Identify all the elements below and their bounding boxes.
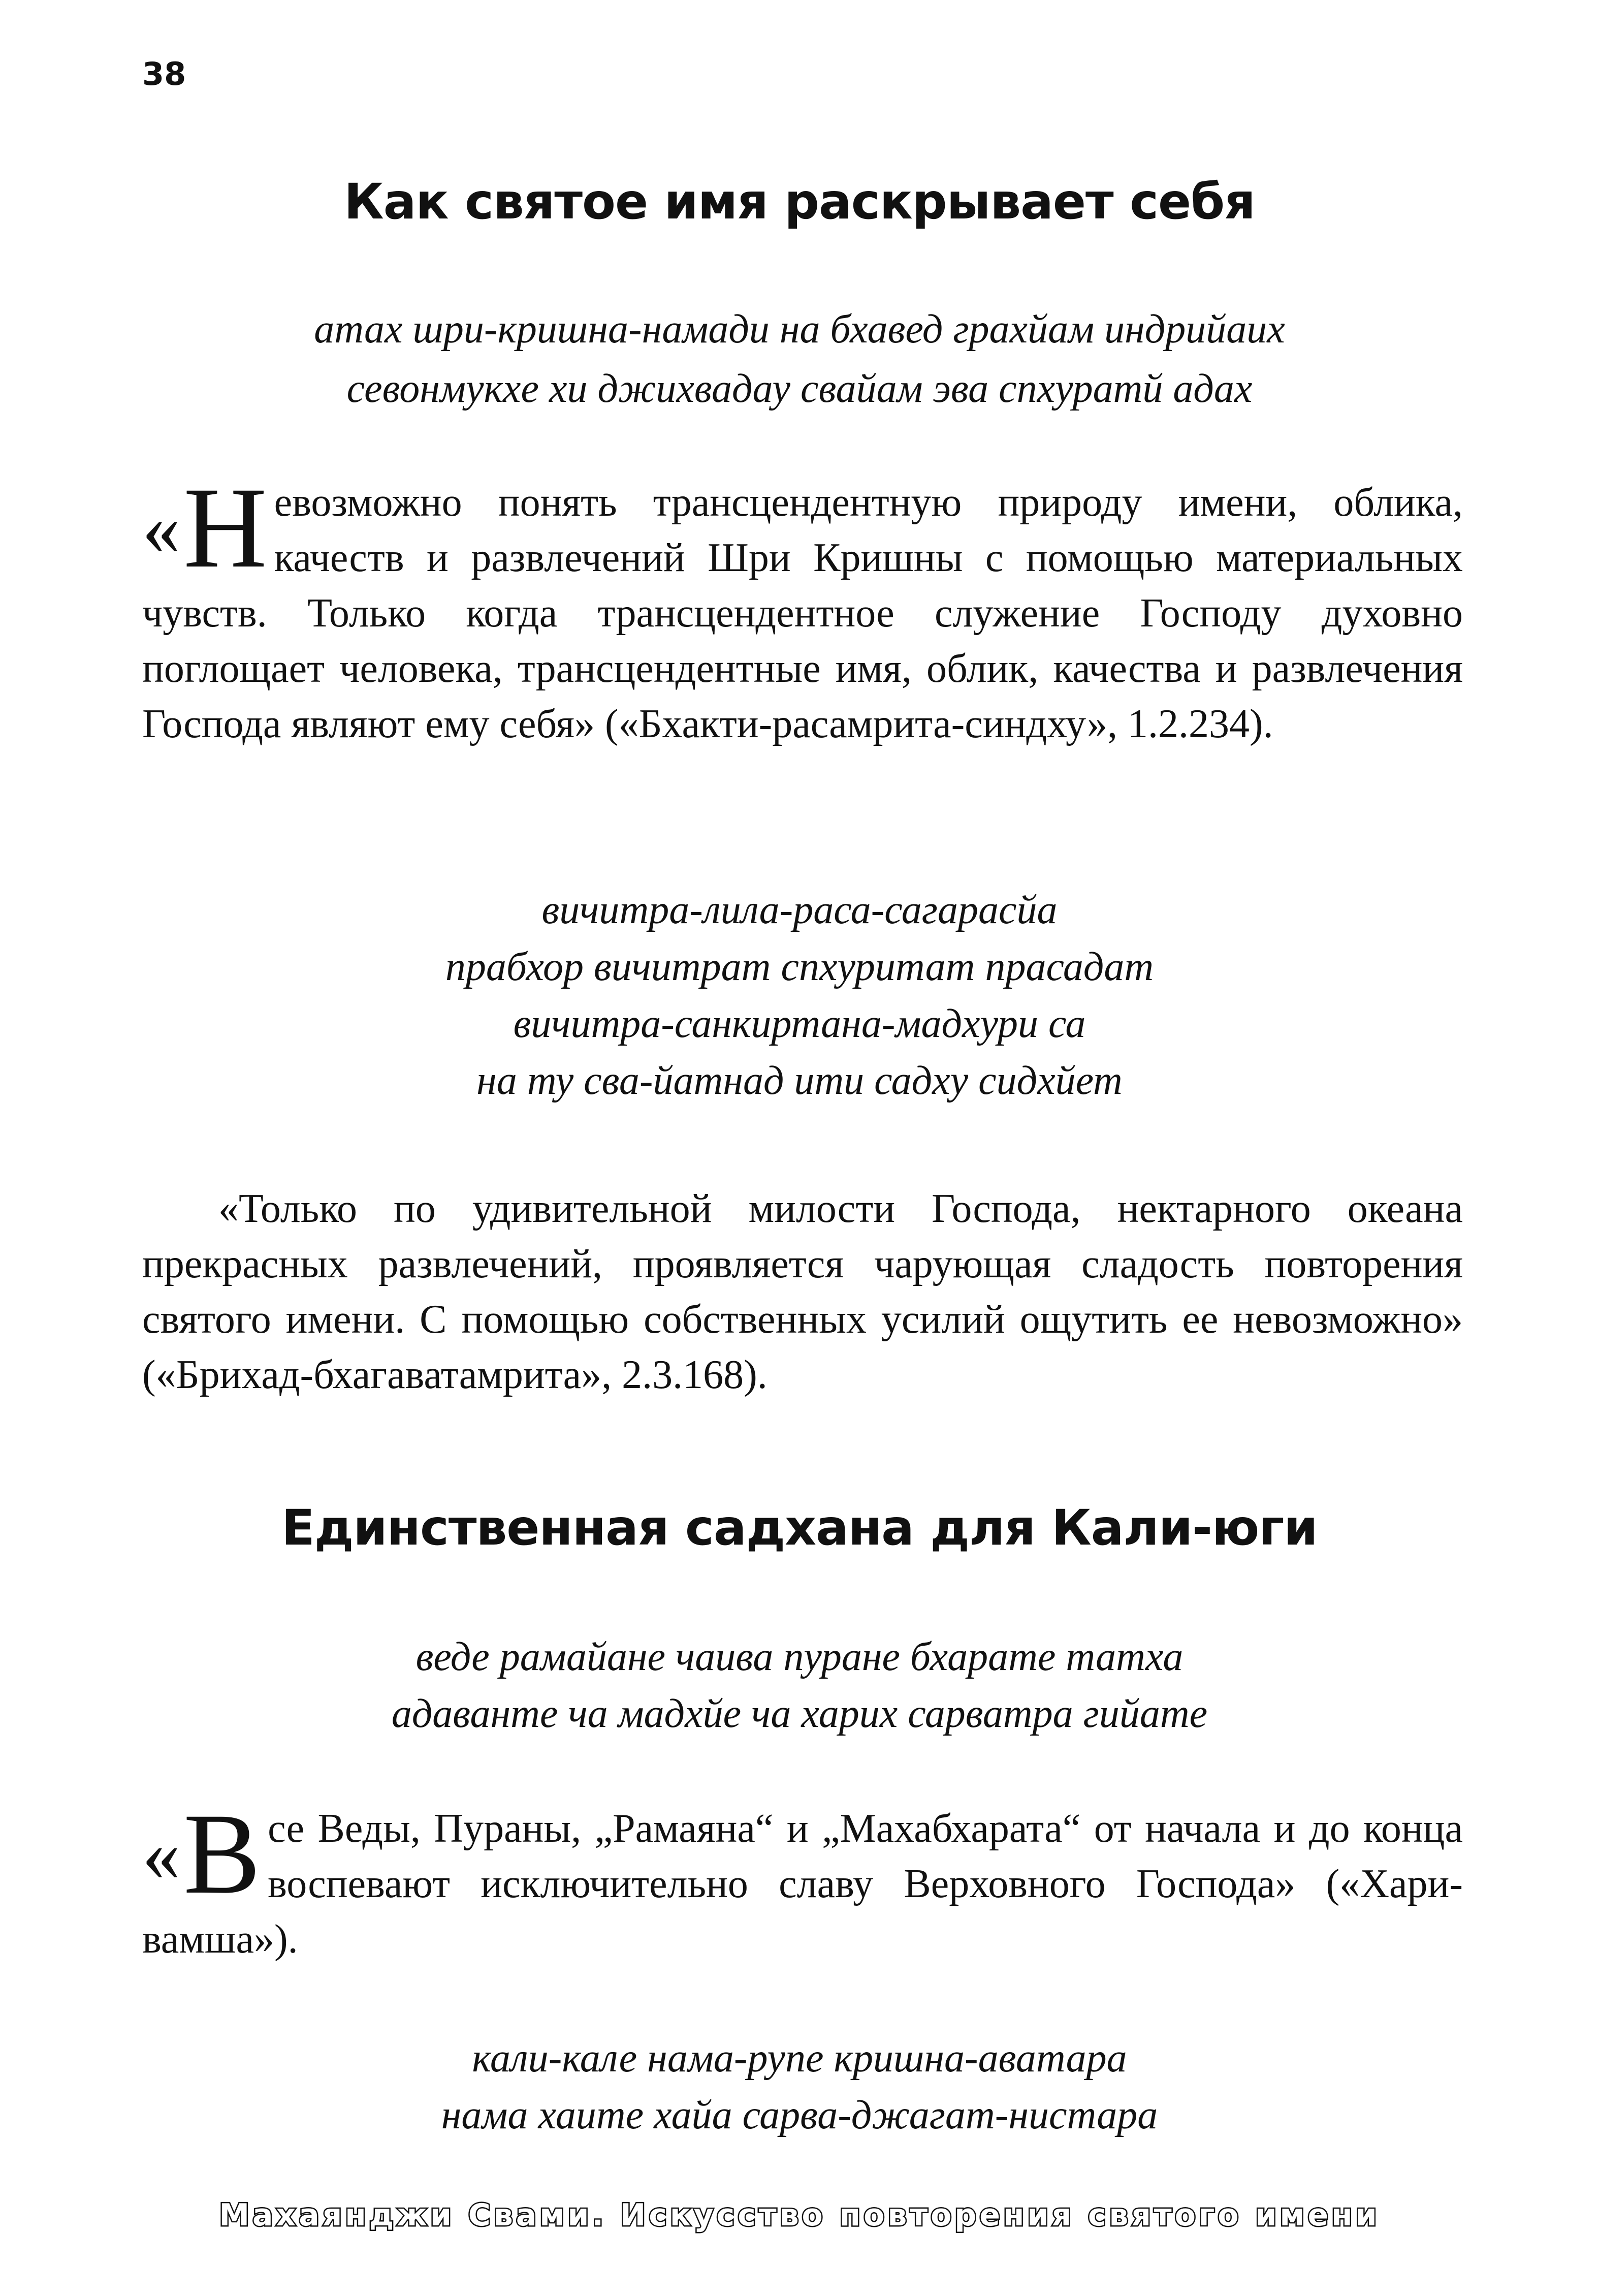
- dropcap-letter: Н: [183, 464, 267, 592]
- verse-line: нама хаите хайа сарва-джагат-нистара: [441, 2093, 1158, 2137]
- paragraph-text: евозможно понять трансцендентную природу имени, облика, качеств и развлечений Шри Кришны с помощью материальных чувств. Только когда трансцендентное служение Господу духовно поглощает человека, трансцендентные имя, облик, качества и развлечения Господа являют ему себя» («Бхакти-расамрита-синдху», 1.2.234).: [142, 480, 1463, 746]
- verse-line: прабхор вичитрат спхуритат прасадат: [445, 945, 1154, 989]
- verse-line: адаванте ча мадхйе ча харих сарватра гийате: [391, 1691, 1208, 1736]
- verse-line: атах шри-кришна-намади на бхавед грахйам индрийаих: [314, 307, 1285, 352]
- verse-line: веде рамайане чаива пуране бхарате татха: [415, 1634, 1184, 1679]
- section-heading: Единственная садхана для Кали-юги: [281, 1499, 1318, 1556]
- verse-block: [0, 882, 1599, 1109]
- verse-line: кали-кале нама-рупе кришна-аватара: [472, 2036, 1127, 2081]
- verse-line: вичитра-санкиртана-мадхури са: [513, 1001, 1086, 1046]
- dropcap-quote: «: [142, 1812, 180, 1897]
- page-number: 38: [142, 55, 186, 92]
- section-heading: Как святое имя раскрывает себя: [344, 173, 1255, 230]
- dropcap-letter: В: [183, 1790, 261, 1918]
- running-footer: Махаянджи Свами. Искусство повторения святого имени: [219, 2197, 1380, 2233]
- body-paragraph: [142, 464, 1463, 752]
- paragraph-text: «Только по удивительной милости Господа, нектарного океана прекрасных развлечений, проявляется чарующая сладость повторения святого имени. С помощью собственных усилий ощутить ее невозможно» («Брихад-бхагаватамрита», 2.3.168).: [142, 1186, 1463, 1397]
- paragraph-text: се Веды, Пураны, „Рамаяна“ и „Махабхарата“ от начала и до конца воспевают исключительно славу Верховного Господа» («Хари-вамша»).: [142, 1806, 1463, 1962]
- body-paragraph: [142, 1181, 1463, 1403]
- verse-block: [0, 2030, 1599, 2144]
- verse-line: севонмукхе хи джихвадау свайам эва спхуратй адах: [346, 366, 1253, 411]
- verse-line: вичитра-лила-раса-сагарасйа: [541, 888, 1058, 932]
- dropcap-quote: «: [142, 486, 180, 571]
- verse-block: [0, 300, 1599, 419]
- body-paragraph: [142, 1790, 1463, 1967]
- verse-block: [0, 1628, 1599, 1742]
- verse-line: на ту сва-йатнад ити садху сидхйет: [476, 1058, 1123, 1103]
